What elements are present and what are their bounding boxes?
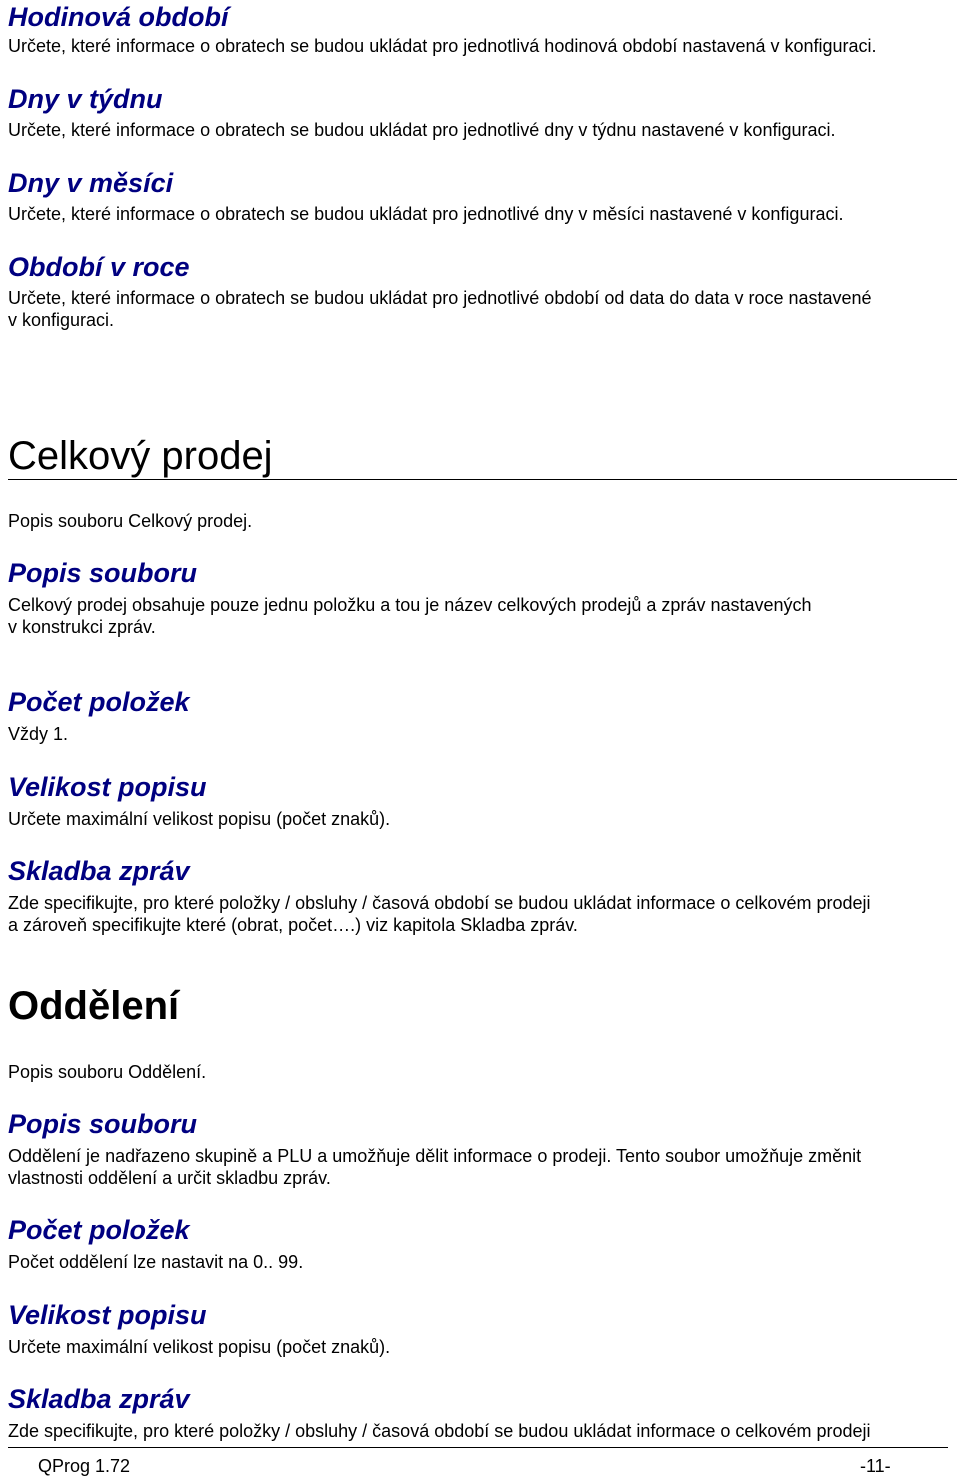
footer-product-version: QProg 1.72 [38, 1456, 131, 1476]
heading-pocet-polozek: Počet položek [8, 687, 190, 717]
heading-popis-souboru: Popis souboru [8, 1109, 197, 1139]
text-popis-souboru-line2: vlastnosti oddělení a určit skladbu zpráv. [8, 1168, 331, 1188]
section-divider [8, 479, 957, 480]
section-title-celkovy-prodej: Celkový prodej [8, 434, 273, 478]
text-velikost-popisu: Určete maximální velikost popisu (počet znaků). [8, 1337, 391, 1357]
text-popis-souboru-line1: Oddělení je nadřazeno skupině a PLU a umožňuje dělit informace o prodeji. Tento soubor umožňuje změnit [8, 1146, 862, 1166]
intro-oddeleni: Popis souboru Oddělení. [8, 1062, 207, 1082]
heading-popis-souboru: Popis souboru [8, 558, 197, 588]
text-skladba-zprav-line1: Zde specifikujte, pro které položky / obsluhy / časová období se budou ukládat informace o celkovém prodeji [8, 1421, 871, 1441]
text-pocet-polozek: Počet oddělení lze nastavit na 0.. 99. [8, 1252, 304, 1272]
heading-dny-v-mesici: Dny v měsíci [8, 168, 174, 198]
heading-obdobi-v-roce: Období v roce [8, 252, 190, 282]
text-popis-souboru-line1: Celkový prodej obsahuje pouze jednu položku a tou je název celkových prodejů a zpráv nastavených [8, 595, 812, 615]
text-skladba-zprav-line1: Zde specifikujte, pro které položky / obsluhy / časová období se budou ukládat informace o celkovém prodeji [8, 893, 871, 913]
text-obdobi-v-roce-line1: Určete, které informace o obratech se budou ukládat pro jednotlivé období od data do data v roce nastavené [8, 288, 872, 308]
text-pocet-polozek: Vždy 1. [8, 724, 69, 744]
text-obdobi-v-roce-line2: v konfiguraci. [8, 310, 115, 330]
section-title-oddeleni: Oddělení [8, 984, 180, 1028]
heading-pocet-polozek: Počet položek [8, 1215, 190, 1245]
text-popis-souboru-line2: v konstrukci zpráv. [8, 617, 156, 637]
text-dny-v-tydnu: Určete, které informace o obratech se budou ukládat pro jednotlivé dny v týdnu nastavené v konfiguraci. [8, 120, 836, 140]
text-velikost-popisu: Určete maximální velikost popisu (počet znaků). [8, 809, 391, 829]
footer-page-number: -11- [860, 1456, 891, 1476]
footer-divider [8, 1447, 948, 1448]
heading-hodinova-obdobi: Hodinová období [8, 2, 229, 32]
heading-skladba-zprav: Skladba zpráv [8, 856, 190, 886]
heading-dny-v-tydnu: Dny v týdnu [8, 84, 163, 114]
text-skladba-zprav-line2: a zároveň specifikujte které (obrat, počet….) viz kapitola Skladba zpráv. [8, 915, 578, 935]
intro-celkovy-prodej: Popis souboru Celkový prodej. [8, 511, 253, 531]
heading-skladba-zprav: Skladba zpráv [8, 1384, 190, 1414]
heading-velikost-popisu: Velikost popisu [8, 1300, 207, 1330]
text-dny-v-mesici: Určete, které informace o obratech se budou ukládat pro jednotlivé dny v měsíci nastavené v konfiguraci. [8, 204, 844, 224]
heading-velikost-popisu: Velikost popisu [8, 772, 207, 802]
text-hodinova-obdobi: Určete, které informace o obratech se budou ukládat pro jednotlivá hodinová období nastavená v konfiguraci. [8, 36, 877, 56]
